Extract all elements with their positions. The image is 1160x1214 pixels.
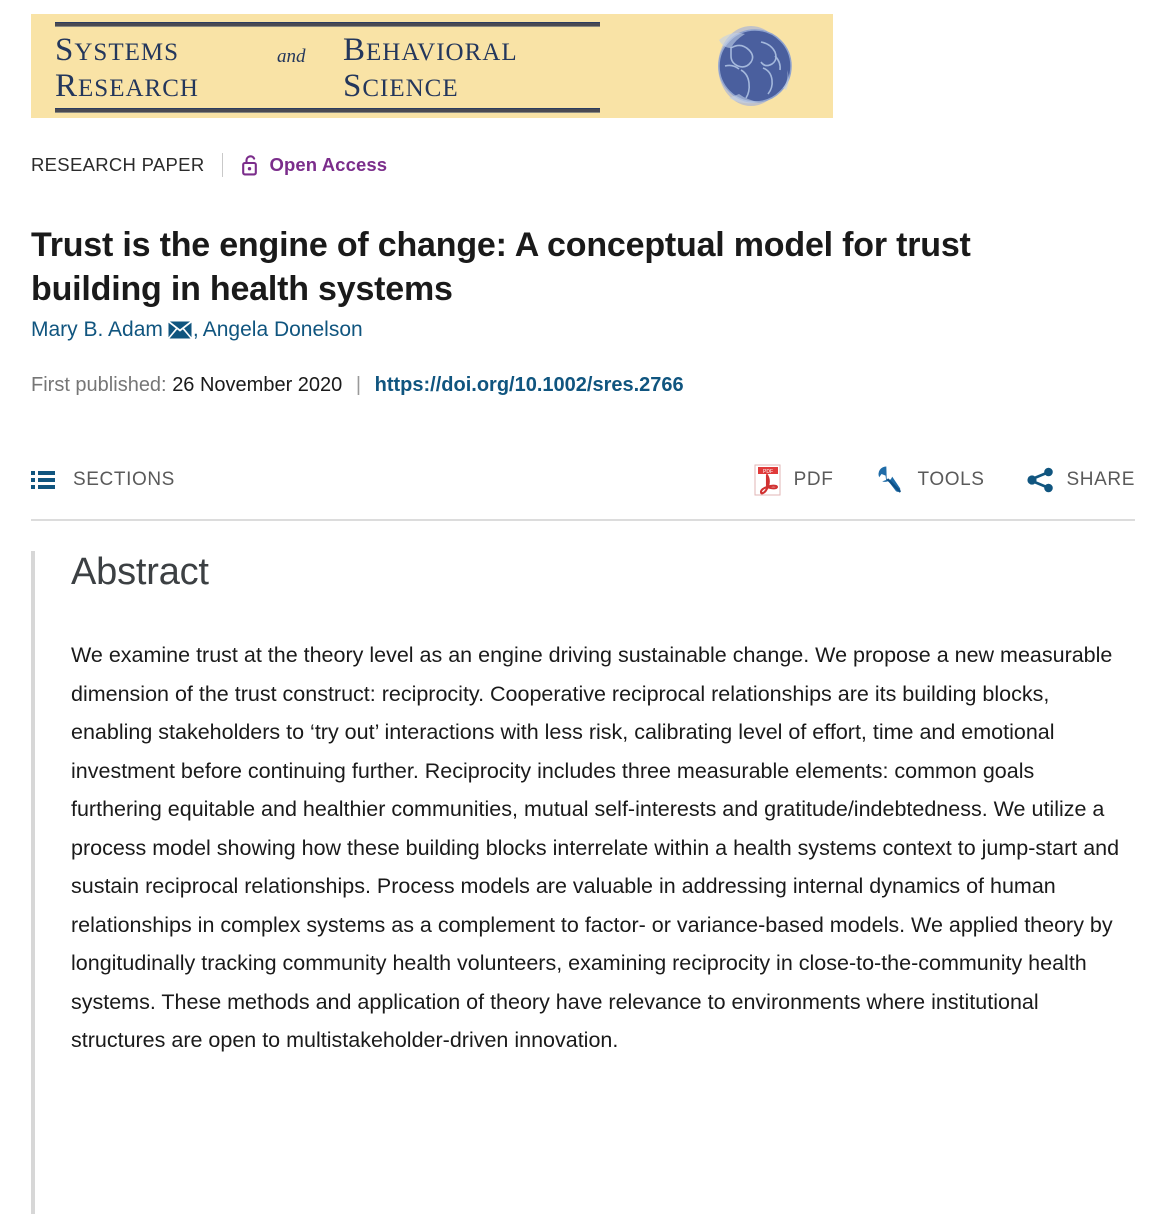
share-icon (1027, 467, 1055, 493)
publication-date: 26 November 2020 (172, 374, 343, 396)
sections-button[interactable] (31, 469, 175, 491)
journal-wordmark (55, 22, 600, 113)
abstract-heading: Abstract (71, 551, 209, 593)
journal-banner (31, 14, 833, 118)
journal-title-lines (55, 32, 600, 104)
author-link-primary[interactable]: Mary B. Adam (31, 318, 163, 341)
author-list (31, 318, 363, 342)
journal-word-and: and (277, 46, 306, 67)
svg-text:PDF: PDF (762, 469, 773, 475)
author-separator: , (192, 318, 199, 341)
banner-rule-top (55, 22, 600, 27)
publication-divider: | (355, 374, 362, 396)
banner-rule-bottom (55, 108, 600, 113)
toolbar-right-group (754, 460, 1135, 500)
journal-word-systems: SYSTEMS (55, 32, 179, 68)
author-link-secondary[interactable]: Angela Donelson (202, 318, 363, 341)
journal-word-behavioral: BEHAVIORAL (343, 32, 518, 68)
article-type-label: RESEARCH PAPER (31, 154, 205, 175)
article-meta-bar (31, 152, 387, 178)
first-published-label: First published: (31, 374, 167, 396)
envelope-icon[interactable] (168, 321, 192, 339)
share-label: SHARE (1066, 469, 1135, 490)
wrench-icon (875, 465, 905, 495)
pdf-button[interactable] (754, 464, 834, 496)
abstract-section (31, 551, 1135, 1214)
journal-title-row-2 (55, 68, 600, 104)
globe-icon (711, 22, 799, 110)
sections-label: SECTIONS (73, 469, 175, 490)
pdf-icon (754, 464, 782, 496)
open-access-label[interactable]: Open Access (269, 154, 388, 175)
page-title: Trust is the engine of change: A conceptual model for trust building in health systems (31, 225, 971, 308)
toolbar-left-group (31, 460, 175, 500)
open-lock-icon (241, 154, 260, 177)
pdf-label: PDF (793, 469, 834, 490)
meta-divider (222, 153, 223, 177)
share-button[interactable] (1027, 467, 1135, 493)
tools-button[interactable] (875, 465, 984, 495)
article-toolbar (31, 460, 1135, 504)
publication-info (31, 374, 684, 397)
journal-title-row-1 (55, 32, 600, 68)
tools-label: TOOLS (917, 469, 985, 490)
journal-word-science: SCIENCE (343, 68, 459, 104)
toolbar-divider (31, 519, 1135, 521)
abstract-text: We examine trust at the theory level as an engine driving sustainable change. We propose a new measurable dimension of the trust construct: reciprocity. Cooperative reciprocal relationships are its building blocks, enabling stakeholders to ‘try out’ interactions with less risk, calibrating level of effort, time and emotional investment before continuing further. Reciprocity includes three measurable elements: common goals furthering equitable and healthier communities, mutual self-interests and gratitude/indebtedness. We utilize a process model showing how these building blocks interrelate within a health systems context to jump-start and sustain reciprocal relationships. Process models are valuable in addressing internal dynamics of human relationships in complex systems as a complement to factor- or variance-based models. We applied theory by longitudinally tracking community health volunteers, examining reciprocity in close-to-the-community health systems. These methods and application of theory have relevance to environments where institutional structures are open to multistakeholder-driven innovation. (71, 643, 1120, 1052)
journal-word-research: RESEARCH (55, 68, 199, 104)
doi-link[interactable]: https://doi.org/10.1002/sres.2766 (374, 374, 684, 396)
list-icon (31, 470, 55, 490)
